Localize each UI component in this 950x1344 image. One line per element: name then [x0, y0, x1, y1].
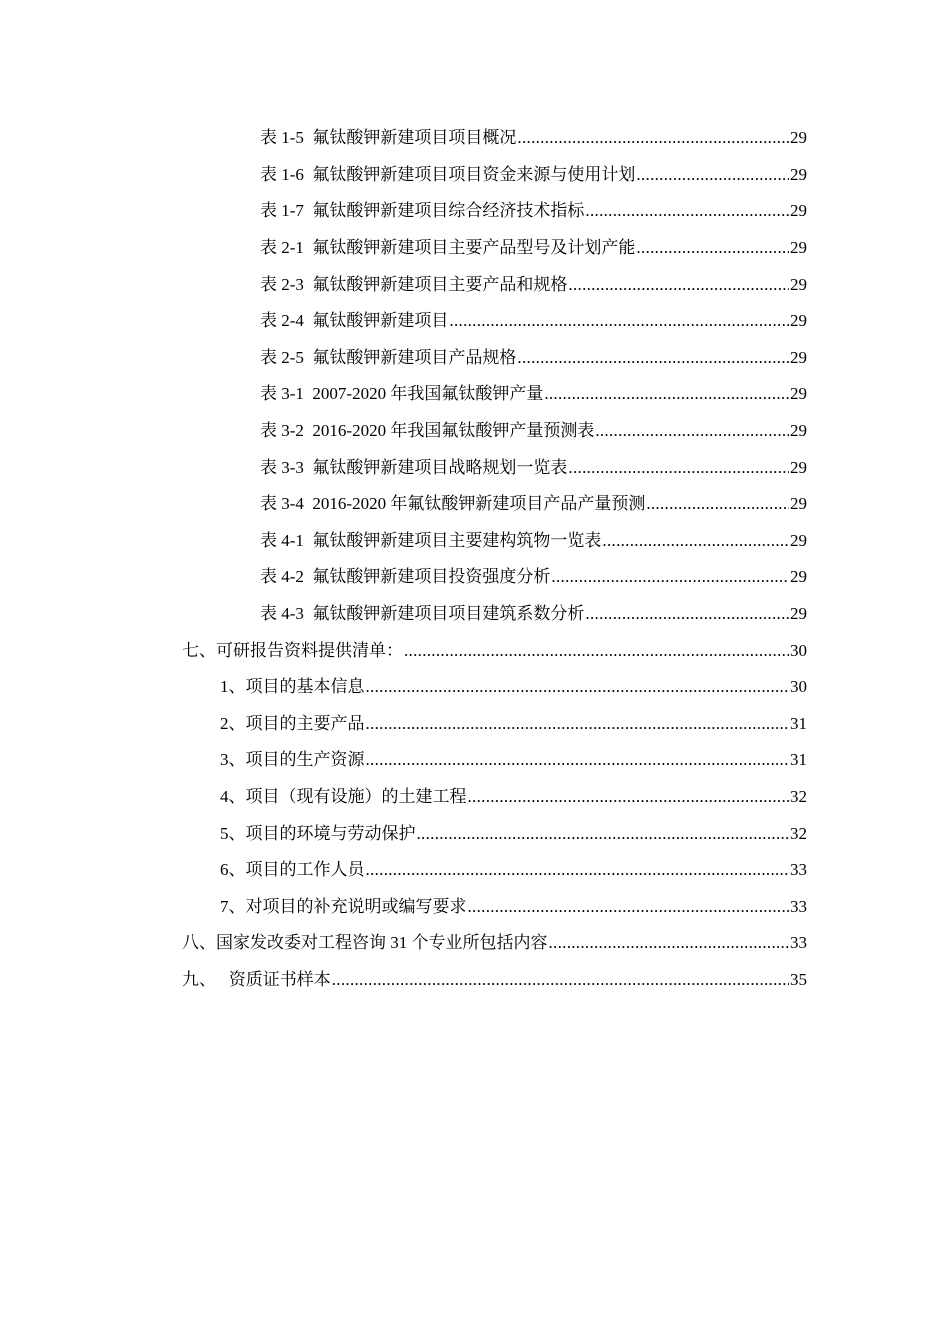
toc-entry-page: 29: [790, 238, 807, 258]
toc-leader-dots: [636, 165, 789, 185]
toc-entry[interactable]: [0, 449, 950, 486]
toc-entry[interactable]: [0, 120, 950, 157]
toc-entry-title: 4、项目（现有设施）的土建工程: [220, 786, 467, 806]
toc-entry-title: 6、项目的工作人员: [220, 860, 365, 880]
toc-entry-page: 29: [790, 311, 807, 331]
toc-leader-dots: [517, 128, 789, 148]
toc-entry-title: 1、项目的基本信息: [220, 677, 365, 697]
toc-entry-title: 九、 资质证书样本: [182, 969, 331, 989]
toc-subsection-entry[interactable]: [0, 742, 950, 779]
toc-leader-dots: [417, 824, 790, 844]
toc-entry-page: 29: [790, 164, 807, 184]
toc-entry-page: 30: [790, 677, 807, 697]
toc-leader-dots: [568, 275, 789, 295]
toc-subsection-entry[interactable]: [0, 779, 950, 816]
toc-entry-page: 33: [790, 896, 807, 916]
toc-leader-dots: [366, 677, 790, 697]
toc-leader-dots: [544, 384, 789, 404]
toc-entry-page: 29: [790, 274, 807, 294]
toc-entry[interactable]: [0, 559, 950, 596]
toc-entry-page: 29: [790, 201, 807, 221]
toc-entry-title: 表 2-5 氟钛酸钾新建项目产品规格: [260, 347, 517, 367]
toc-entry-title: 表 3-2 2016-2020 年我国氟钛酸钾产量预测表: [260, 421, 595, 441]
toc-leader-dots: [366, 750, 790, 770]
toc-entry-page: 33: [790, 933, 807, 953]
toc-entry-title: 七、可研报告资料提供清单：: [182, 640, 403, 660]
toc-entry-page: 29: [790, 457, 807, 477]
toc-entry-page: 31: [790, 713, 807, 733]
toc-subsection-entry[interactable]: [0, 852, 950, 889]
toc-entry[interactable]: [0, 523, 950, 560]
toc-leader-dots: [568, 458, 789, 478]
toc-section-entry[interactable]: [0, 632, 950, 669]
table-of-contents: [0, 120, 950, 998]
toc-entry[interactable]: [0, 157, 950, 194]
toc-entry-title: 表 2-3 氟钛酸钾新建项目主要产品和规格: [260, 274, 568, 294]
toc-leader-dots: [332, 970, 789, 990]
toc-leader-dots: [602, 531, 789, 551]
toc-entry-title: 表 4-2 氟钛酸钾新建项目投资强度分析: [260, 567, 551, 587]
toc-entry[interactable]: [0, 303, 950, 340]
toc-entry-page: 29: [790, 384, 807, 404]
toc-entry[interactable]: [0, 340, 950, 377]
toc-leader-dots: [595, 421, 789, 441]
toc-subsection-entry[interactable]: [0, 706, 950, 743]
toc-entry-title: 表 2-1 氟钛酸钾新建项目主要产品型号及计划产能: [260, 238, 636, 258]
toc-leader-dots: [636, 238, 789, 258]
toc-entry-title: 表 4-3 氟钛酸钾新建项目项目建筑系数分析: [260, 604, 585, 624]
toc-entry[interactable]: [0, 596, 950, 633]
toc-subsection-entry[interactable]: [0, 669, 950, 706]
toc-section-entry[interactable]: [0, 962, 950, 999]
toc-entry-page: 32: [790, 823, 807, 843]
toc-entry-page: 30: [790, 640, 807, 660]
toc-entry[interactable]: [0, 230, 950, 267]
toc-leader-dots: [551, 567, 789, 587]
toc-leader-dots: [549, 933, 790, 953]
toc-entry-page: 29: [790, 567, 807, 587]
toc-entry-page: 29: [790, 347, 807, 367]
toc-leader-dots: [366, 860, 790, 880]
toc-entry-page: 32: [790, 786, 807, 806]
toc-leader-dots: [585, 604, 789, 624]
toc-entry-page: 29: [790, 604, 807, 624]
toc-entry-page: 29: [790, 494, 807, 514]
toc-entry-title: 表 1-5 氟钛酸钾新建项目项目概况: [260, 128, 517, 148]
toc-entry-title: 表 3-4 2016-2020 年氟钛酸钾新建项目产品产量预测: [260, 494, 646, 514]
toc-entry[interactable]: [0, 193, 950, 230]
toc-entry-title: 2、项目的主要产品: [220, 713, 365, 733]
toc-leader-dots: [517, 348, 789, 368]
toc-entry-page: 33: [790, 860, 807, 880]
toc-entry-title: 表 2-4 氟钛酸钾新建项目: [260, 311, 449, 331]
toc-entry[interactable]: [0, 376, 950, 413]
toc-entry-page: 31: [790, 750, 807, 770]
toc-leader-dots: [366, 714, 790, 734]
toc-section-entry[interactable]: [0, 925, 950, 962]
toc-entry-title: 表 1-7 氟钛酸钾新建项目综合经济技术指标: [260, 201, 585, 221]
toc-leader-dots: [404, 641, 789, 661]
toc-entry-title: 表 3-1 2007-2020 年我国氟钛酸钾产量: [260, 384, 544, 404]
toc-entry-title: 表 1-6 氟钛酸钾新建项目项目资金来源与使用计划: [260, 164, 636, 184]
toc-entry-page: 35: [790, 969, 807, 989]
toc-entry-title: 八、国家发改委对工程咨询 31 个专业所包括内容: [182, 933, 548, 953]
toc-entry-page: 29: [790, 530, 807, 550]
toc-entry-title: 表 4-1 氟钛酸钾新建项目主要建构筑物一览表: [260, 530, 602, 550]
toc-subsection-entry[interactable]: [0, 815, 950, 852]
toc-entry[interactable]: [0, 486, 950, 523]
toc-entry[interactable]: [0, 266, 950, 303]
toc-entry-title: 3、项目的生产资源: [220, 750, 365, 770]
toc-leader-dots: [449, 311, 789, 331]
toc-leader-dots: [585, 201, 789, 221]
toc-entry-title: 7、对项目的补充说明或编写要求: [220, 896, 467, 916]
toc-subsection-entry[interactable]: [0, 888, 950, 925]
toc-entry-page: 29: [790, 128, 807, 148]
toc-entry-title: 表 3-3 氟钛酸钾新建项目战略规划一览表: [260, 457, 568, 477]
toc-entry-page: 29: [790, 421, 807, 441]
toc-leader-dots: [468, 787, 790, 807]
toc-leader-dots: [646, 494, 789, 514]
toc-entry-title: 5、项目的环境与劳动保护: [220, 823, 416, 843]
toc-leader-dots: [468, 897, 790, 917]
toc-entry[interactable]: [0, 413, 950, 450]
